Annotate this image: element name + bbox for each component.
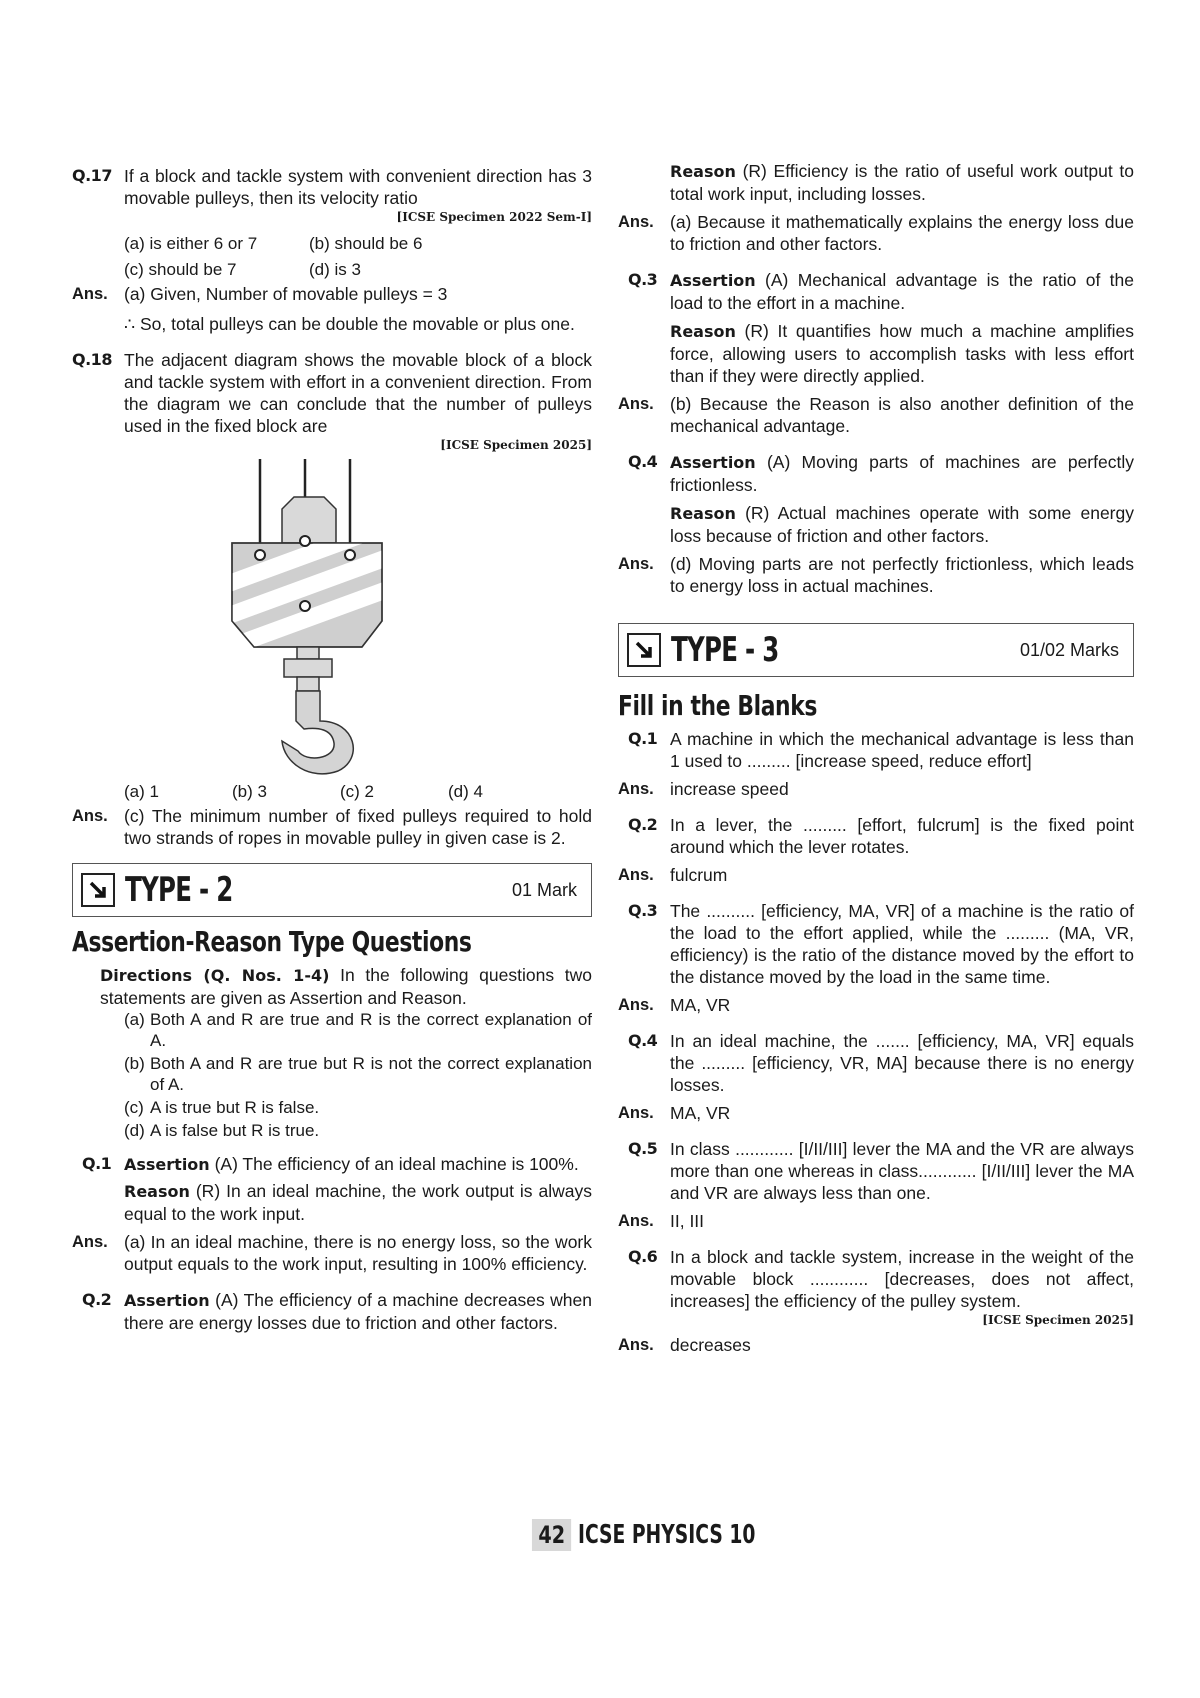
type-3-banner — [618, 623, 1134, 677]
options-18 — [72, 779, 592, 805]
question-text: In class ............ [I/II/III] lever the MA and the VR are always more than one whereas in class............ [I/II/III] lever the MA and VR are always less than one. — [670, 1139, 1134, 1203]
question-number: Q.5 — [628, 1139, 658, 1158]
question-number: Q.1 — [82, 1154, 112, 1173]
reason-label: Reason — [670, 162, 736, 181]
assertion-label: Assertion — [124, 1291, 210, 1310]
fill-blank-answer-2 — [618, 864, 1134, 886]
reason-text: (R) It quantifies how much a machine amplifies force, allowing users to accomplish tasks with less effort than if they were directly applied. — [670, 321, 1134, 386]
directions-label: Directions (Q. Nos. 1-4) — [100, 966, 330, 985]
reason-label: Reason — [124, 1182, 190, 1201]
fill-blank-3 — [618, 900, 1134, 988]
assertion-question-2 — [72, 1289, 592, 1334]
source-tag: [ICSE Specimen 2025] — [982, 1313, 1134, 1327]
assertion-text: (A) Moving parts of machines are perfectly frictionless. — [670, 452, 1134, 495]
reason-2 — [618, 160, 1134, 205]
answer-18 — [72, 805, 592, 849]
type-marks: 01/02 Marks — [1019, 639, 1119, 660]
assertion-label: Assertion — [670, 453, 756, 472]
reason-text: (R) Efficiency is the ratio of useful work output to total work input, including losses. — [670, 161, 1134, 204]
question-text: In an ideal machine, the ....... [efficiency, MA, VR] equals the ......... [efficiency, VR, MA] because there is no energy losses. — [670, 1031, 1134, 1095]
question-text: The .......... [efficiency, MA, VR] of a machine is the ratio of the load to the effort applied, while the ......... (MA, VR, efficiency) is the ratio of the distance moved by the effort to the distance moved by the load in the same time. — [670, 901, 1134, 987]
answer-ar1 — [72, 1231, 592, 1275]
question-number: Q.1 — [628, 729, 658, 748]
reason-label: Reason — [670, 504, 736, 523]
fill-blank-answer-1 — [618, 778, 1134, 800]
type-marks: 01 Mark — [511, 879, 577, 900]
question-text: The adjacent diagram shows the movable block of a block and tackle system with effort in a convenient direction. From the diagram we can conclude that the number of pulleys used in the fixed block are — [124, 350, 592, 436]
answer-text: (a) Given, Number of movable pulleys = 3 — [124, 284, 448, 304]
assertion-question-4 — [618, 451, 1134, 496]
answer-label: Ans. — [618, 1104, 654, 1122]
reason-text: (R) In an ideal machine, the work output is always equal to the work input. — [124, 1181, 592, 1224]
answer-text: (d) Moving parts are not perfectly frictionless, which leads to energy loss in actual machines. — [670, 554, 1134, 596]
question-number: Q.17 — [72, 166, 112, 185]
reason-label: Reason — [670, 322, 736, 341]
question-number: Q.6 — [628, 1247, 658, 1266]
fill-blank-2 — [618, 814, 1134, 858]
question-text: In a block and tackle system, increase in the weight of the movable block ............ [decreases, does not affect, increases] the efficiency of the pulley system. — [670, 1247, 1134, 1311]
answer-label: Ans. — [618, 866, 654, 884]
fill-blank-1 — [618, 728, 1134, 772]
question-number: Q.4 — [628, 452, 658, 471]
option-b: (b) should be 6 — [309, 234, 423, 253]
assertion-text: (A) Mechanical advantage is the ratio of the load to the effort in a machine. — [670, 270, 1134, 313]
assertion-label: Assertion — [124, 1155, 210, 1174]
book-title: ICSE PHYSICS 10 — [578, 1520, 756, 1550]
type-2-banner — [72, 863, 592, 917]
type-title: TYPE - 2 — [125, 870, 233, 910]
assertion-question-3 — [618, 269, 1134, 314]
option-a: (a) is either 6 or 7 — [124, 234, 258, 253]
arrow-down-right-icon — [627, 633, 661, 667]
answer-ar4 — [618, 553, 1134, 597]
left-column — [72, 165, 592, 1340]
question-number: Q.3 — [628, 901, 658, 920]
assertion-text: (A) The efficiency of an ideal machine is 100%. — [214, 1154, 579, 1174]
answer-text: (a) Because it mathematically explains the energy loss due to friction and other factors. — [670, 212, 1134, 254]
option-d: (d) 4 — [448, 782, 483, 801]
option-d: (d) is 3 — [309, 260, 361, 279]
movable-pulley-block-diagram — [72, 459, 592, 779]
answer-label: Ans. — [618, 1212, 654, 1230]
answer-label: Ans. — [72, 807, 108, 825]
answer-label: Ans. — [618, 395, 654, 413]
page-footer — [527, 1519, 825, 1551]
answer-text: increase speed — [670, 779, 789, 799]
arrow-down-right-icon — [81, 873, 115, 907]
options-17 — [72, 231, 592, 283]
answer-text: II, III — [670, 1211, 705, 1231]
question-number: Q.3 — [628, 270, 658, 289]
assertion-text: (A) The efficiency of a machine decreases when there are energy losses due to friction and other factors. — [124, 1290, 592, 1333]
assertion-label: Assertion — [670, 271, 756, 290]
question-number: Q.2 — [82, 1290, 112, 1309]
fill-blank-answer-6 — [618, 1334, 1134, 1356]
question-18 — [72, 349, 592, 453]
source-tag: [ICSE Specimen 2025] — [440, 438, 592, 452]
question-text: If a block and tackle system with convenient direction has 3 movable pulleys, then its velocity ratio — [124, 166, 592, 208]
option-a: (a) 1 — [124, 782, 159, 801]
right-column — [618, 160, 1134, 1370]
answer-text: (a) In an ideal machine, there is no energy loss, so the work output equals to the work input, resulting in 100% efficiency. — [124, 1232, 592, 1274]
answer-17 — [72, 283, 592, 335]
option-c: (c) should be 7 — [124, 260, 237, 279]
fill-blank-answer-5 — [618, 1210, 1134, 1232]
answer-text: decreases — [670, 1335, 751, 1355]
choice-b: (b) Both A and R are true but R is not the correct explanation of A. — [124, 1054, 592, 1094]
answer-label: Ans. — [618, 555, 654, 573]
choice-c: (c) A is true but R is false. — [124, 1098, 320, 1117]
reason-3 — [618, 320, 1134, 387]
source-tag: [ICSE Specimen 2022 Sem-I] — [396, 210, 592, 224]
answer-text: fulcrum — [670, 865, 728, 885]
answer-text: (c) The minimum number of fixed pulleys required to hold two strands of ropes in movable pulley in given case is 2. — [124, 806, 592, 848]
fill-blank-6 — [618, 1246, 1134, 1328]
answer-text: MA, VR — [670, 1103, 731, 1123]
answer-label: Ans. — [72, 1233, 108, 1251]
question-17 — [72, 165, 592, 225]
page-number: 42 — [532, 1519, 572, 1551]
answer-label: Ans. — [618, 996, 654, 1014]
answer-subtext: ∴ So, total pulleys can be double the movable or plus one. — [124, 314, 575, 334]
question-text: In a lever, the ......... [effort, fulcrum] is the fixed point around which the lever rotates. — [670, 815, 1134, 857]
directions-text: In the following questions two statements are given as Assertion and Reason. — [100, 965, 592, 1008]
type-title: TYPE - 3 — [671, 630, 779, 670]
question-number: Q.18 — [72, 350, 112, 369]
option-c: (c) 2 — [340, 782, 374, 801]
option-b: (b) 3 — [232, 782, 267, 801]
answer-text: (b) Because the Reason is also another definition of the mechanical advantage. — [670, 394, 1134, 436]
section-heading: Fill in the Blanks — [618, 689, 817, 722]
fill-blank-5 — [618, 1138, 1134, 1204]
answer-label: Ans. — [618, 213, 654, 231]
choice-d: (d) A is false but R is true. — [124, 1121, 320, 1140]
answer-label: Ans. — [72, 285, 108, 303]
fill-blank-answer-3 — [618, 994, 1134, 1016]
reason-1 — [72, 1180, 592, 1225]
fill-blank-4 — [618, 1030, 1134, 1096]
answer-label: Ans. — [618, 780, 654, 798]
reason-4 — [618, 502, 1134, 547]
fill-blank-answer-4 — [618, 1102, 1134, 1124]
answer-ar3 — [618, 393, 1134, 437]
directions — [72, 964, 592, 1009]
choice-a: (a) Both A and R are true and R is the correct explanation of A. — [124, 1010, 592, 1050]
question-text: A machine in which the mechanical advantage is less than 1 used to ......... [increase speed, reduce effort] — [670, 729, 1134, 771]
question-number: Q.2 — [628, 815, 658, 834]
answer-ar2 — [618, 211, 1134, 255]
reason-text: (R) Actual machines operate with some energy loss because of friction and other factors. — [670, 503, 1134, 546]
answer-label: Ans. — [618, 1336, 654, 1354]
question-number: Q.4 — [628, 1031, 658, 1050]
section-heading: Assertion-Reason Type Questions — [72, 925, 472, 958]
choices-list — [72, 1009, 592, 1141]
assertion-question-1 — [72, 1153, 592, 1176]
answer-text: MA, VR — [670, 995, 731, 1015]
